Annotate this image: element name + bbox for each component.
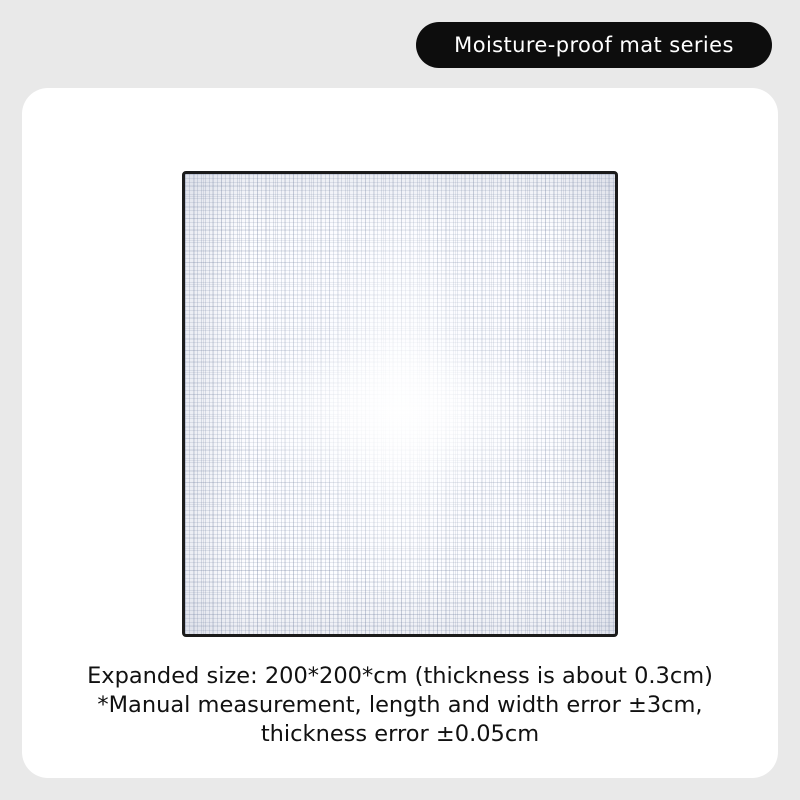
product-image [182,171,618,637]
series-badge [416,22,772,68]
size-caption [22,662,778,749]
caption-line-1: Expanded size: 200*200*cm (thickness is about 0.3cm) [87,663,713,689]
weave-fine-horizontal-texture [185,174,615,634]
series-badge-label: Moisture-proof mat series [454,33,734,57]
fabric-sheen-highlight [185,174,615,634]
caption-line-2: *Manual measurement, length and width error ±3cm, [97,692,703,718]
caption-line-3: thickness error ±0.05cm [260,721,540,747]
weave-vertical-texture [185,174,615,634]
weave-horizontal-texture [185,174,615,634]
weave-fine-vertical-texture [185,174,615,634]
mat-photo [182,171,618,637]
fabric-edge-shading [185,174,615,634]
